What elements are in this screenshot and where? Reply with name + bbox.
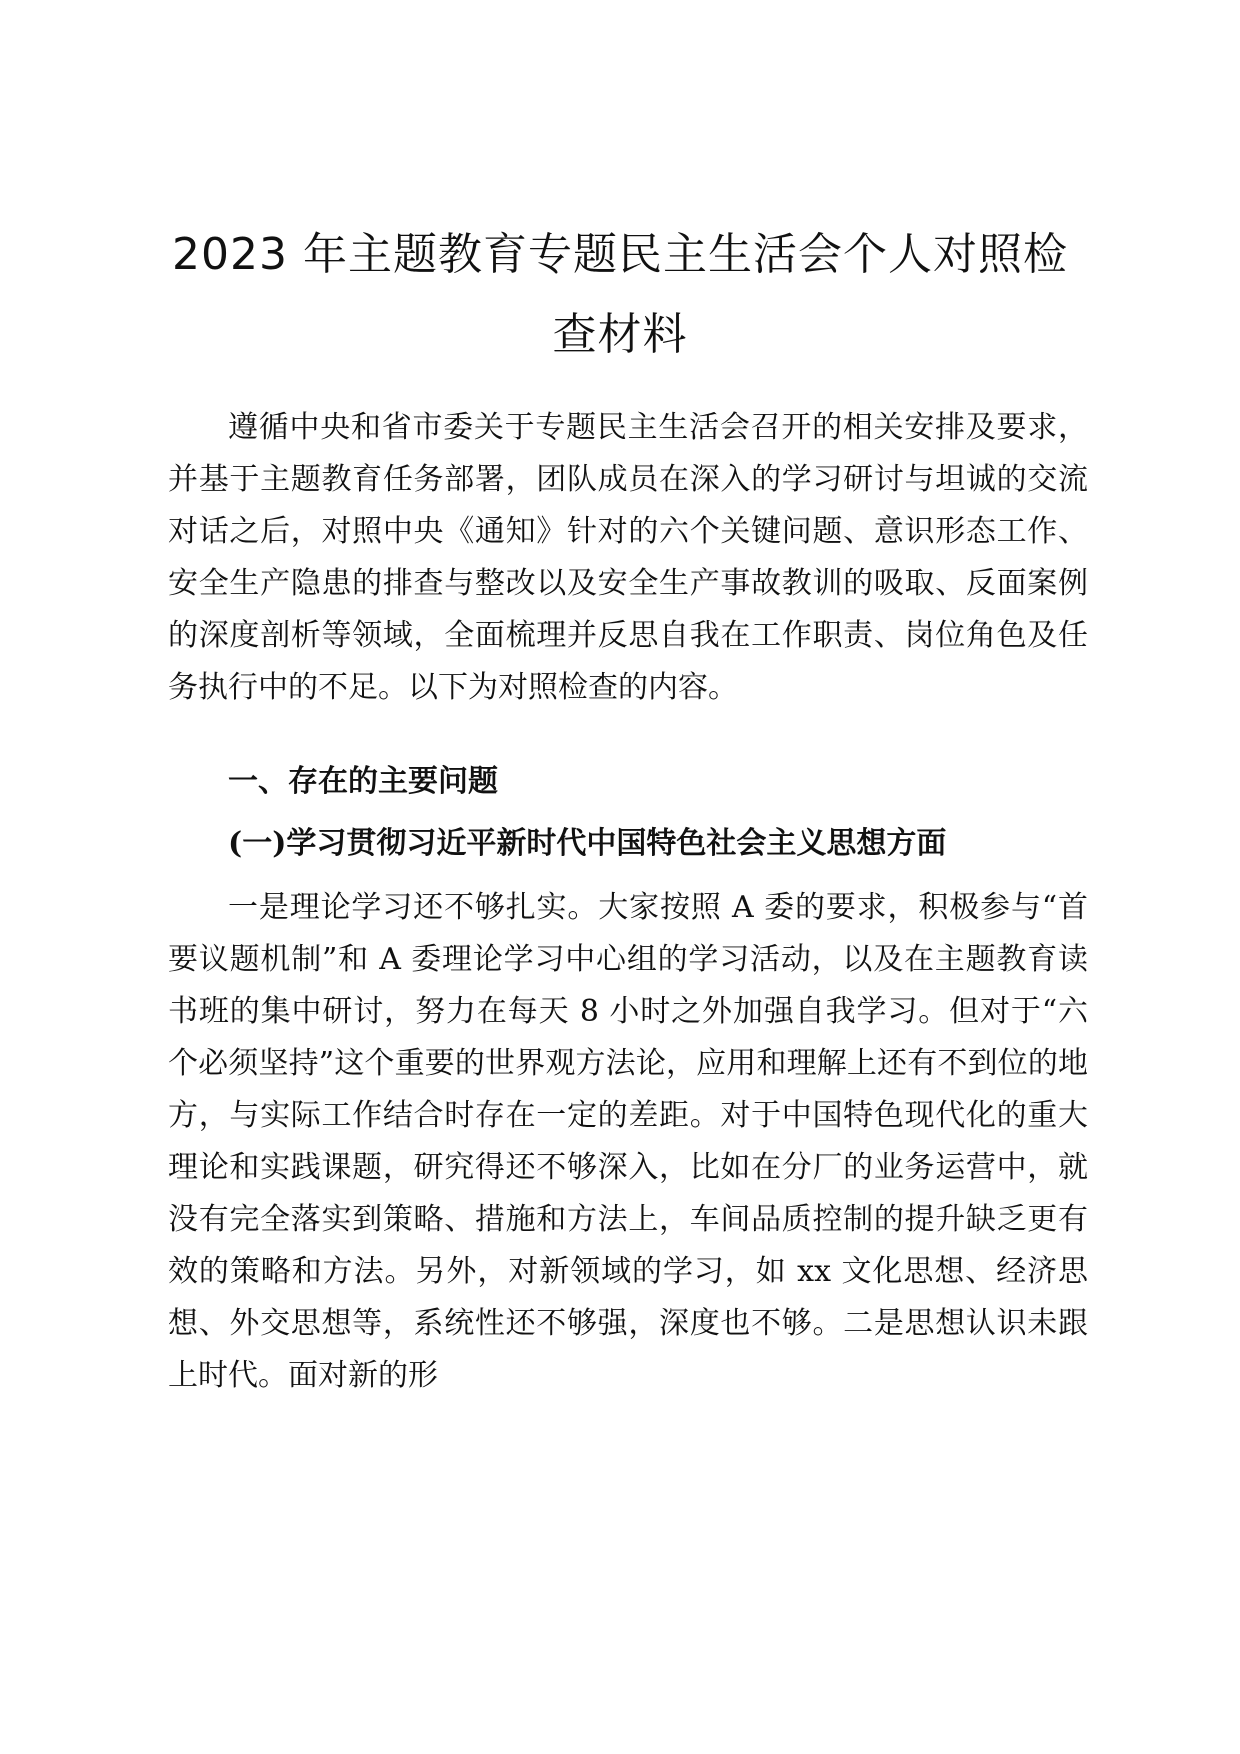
subsection-heading: (一)学习贯彻习近平新时代中国特色社会主义思想方面 bbox=[228, 826, 947, 861]
document-title-line-1: 2023 年主题教育专题民主生活会个人对照检 bbox=[172, 229, 1068, 280]
document-title-line-2: 查材料 bbox=[552, 309, 688, 360]
intro-paragraph: 遵循中央和省市委关于专题民主生活会召开的相关安排及要求，并基于主题教育任务部署，团队成员在深入的学习研讨与坦诚的交流对话之后，对照中央《通知》针对的六个关键问题、意识形态工作、安全生产隐患的排查与整改以及安全生产事故教训的吸取、反面案例的深度剖析等领域，全面梳理并反思自我在工作职责、岗位角色及任务执行中的不足。以下为对照检查的内容。 bbox=[168, 410, 1088, 705]
body-paragraph: 一是理论学习还不够扎实。大家按照 A 委的要求，积极参与“首要议题机制”和 A 委理论学习中心组的学习活动，以及在主题教育读书班的集中研讨，努力在每天 8 小时之外加强自我学习。但对于“六个必须坚持”这个重要的世界观方法论，应用和理解上还有不到位的地方，与实际工作结合时存在一定的差距。对于中国特色现代化的重大理论和实践课题，研究得还不够深入，比如在分厂的业务运营中，就没有完全落实到策略、措施和方法上，车间品质控制的提升缺乏更有效的策略和方法。另外，对新领域的学习，如 xx 文化思想、经济思想、外交思想等，系统性还不够强，深度也不够。二是思想认识未跟上时代。面对新的形 bbox=[168, 890, 1088, 1393]
section-heading: 一、存在的主要问题 bbox=[228, 764, 498, 799]
